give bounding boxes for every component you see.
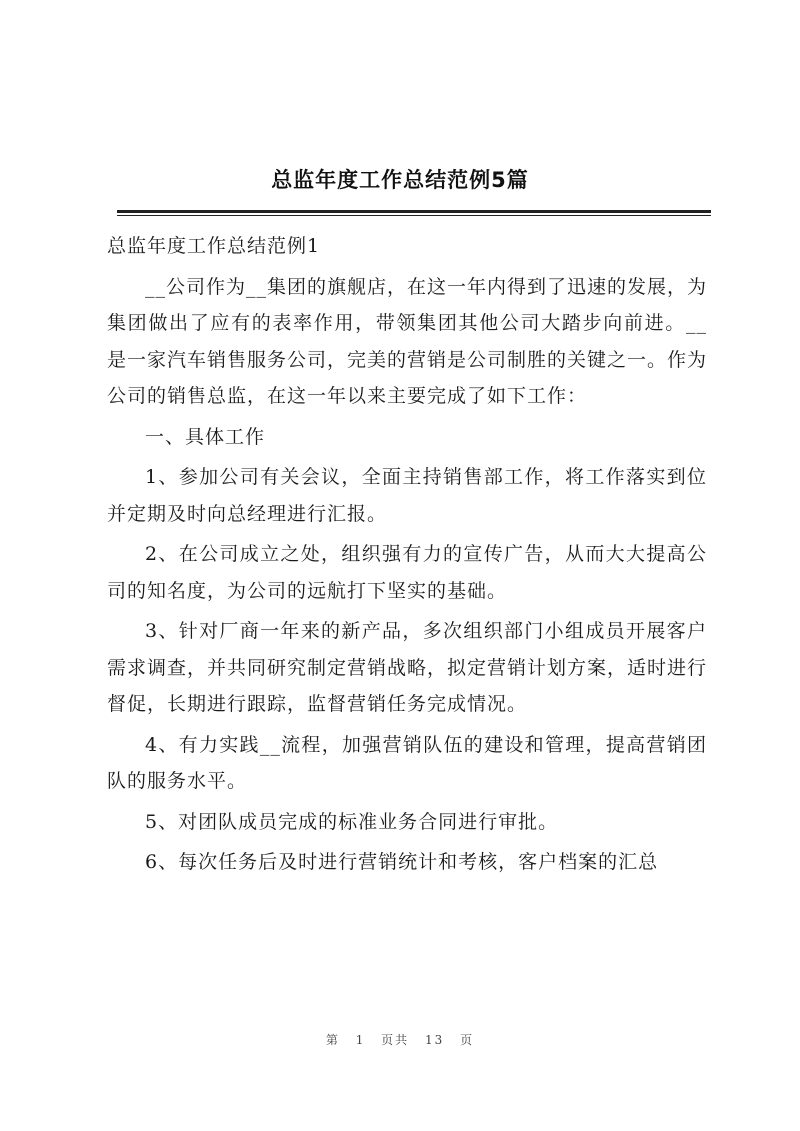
section-heading: 总监年度工作总结范例1 — [107, 235, 321, 257]
paragraph: 2、在公司成立之处，组织强有力的宣传广告，从而大大提高公司的知名度，为公司的远航打下坚实的基础。 — [107, 543, 707, 602]
title-rule-thick — [117, 210, 711, 213]
document-title: 总监年度工作总结范例5篇 — [271, 168, 529, 192]
paragraph: 6、每次任务后及时进行营销统计和考核，客户档案的汇总 — [145, 851, 659, 873]
paragraph: 4、有力实践__流程，加强营销队伍的建设和管理，提高营销团队的服务水平。 — [107, 733, 707, 792]
page-footer — [0, 1031, 800, 1048]
title-rule-thin — [117, 215, 711, 216]
paragraph: 1、参加公司有关会议，全面主持销售部工作，将工作落实到位并定期及时向总经理进行汇报。 — [107, 466, 707, 525]
footer-page-number: 1 — [355, 1033, 366, 1047]
footer-suffix: 页 — [460, 1033, 475, 1047]
paragraph: 3、针对厂商一年来的新产品，多次组织部门小组成员开展客户需求调查，并共同研究制定营销战略，拟定营销计划方案，适时进行督促，长期进行跟踪，监督营销任务完成情况。 — [107, 620, 708, 715]
paragraph: __公司作为__集团的旗舰店，在这一年内得到了迅速的发展，为集团做出了应有的表率作用，带领集团其他公司大踏步向前进。__是一家汽车销售服务公司，完美的营销是公司制胜的关键之一。作为公司的销售总监，在这一年以来主要完成了如下工作： — [107, 275, 708, 407]
footer-prefix: 第 — [325, 1033, 340, 1047]
footer-middle: 页共 — [381, 1033, 410, 1047]
document-body — [107, 228, 707, 881]
paragraph: 一、具体工作 — [145, 425, 266, 448]
footer-total-pages: 13 — [425, 1033, 445, 1047]
paragraph: 5、对团队成员完成的标准业务合同进行审批。 — [145, 810, 559, 833]
